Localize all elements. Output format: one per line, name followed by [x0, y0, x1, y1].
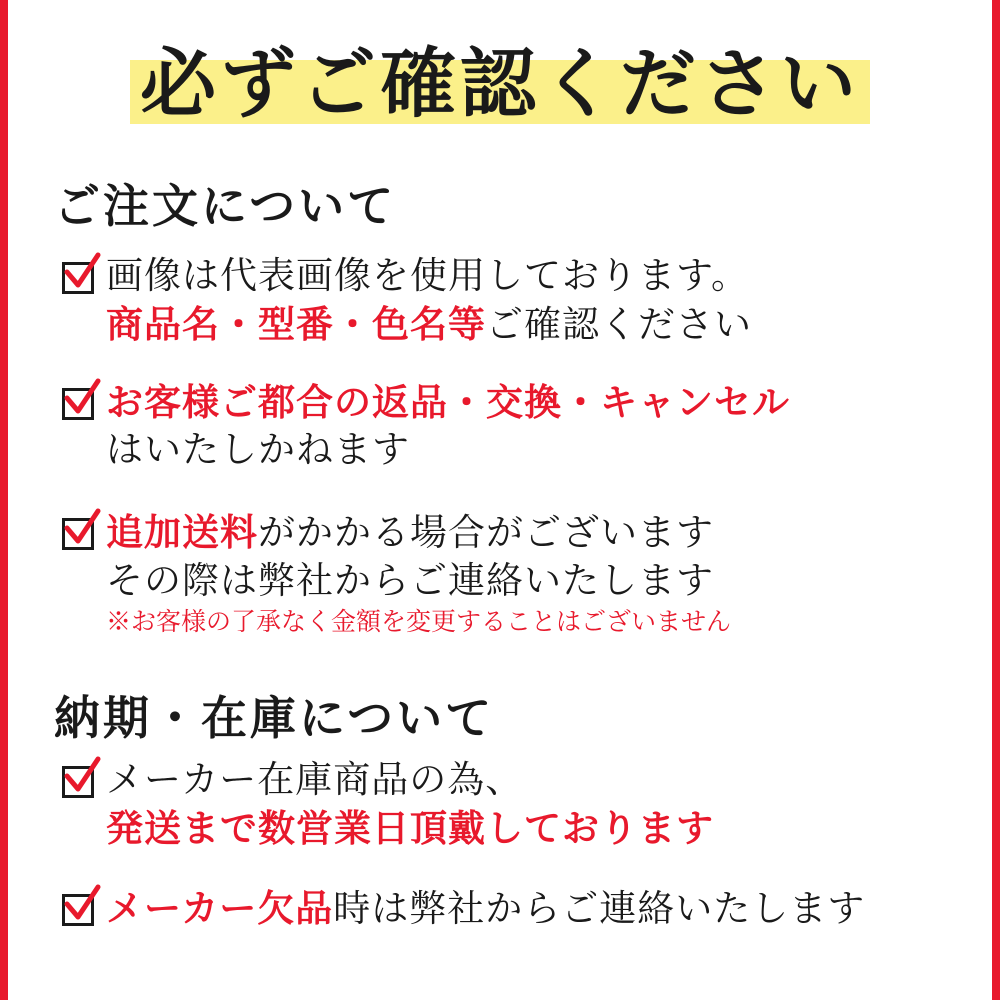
list-item: [60, 508, 954, 639]
list-item: [60, 756, 954, 852]
list-item-text: [106, 756, 954, 852]
text-line: [106, 884, 954, 933]
list-item: [60, 378, 954, 474]
text-line: [106, 508, 954, 557]
list-item-text: [106, 252, 954, 349]
checkbox-checked-icon: [60, 514, 100, 554]
list-item: [60, 252, 954, 349]
text-line: 画像は代表画像を使用しております。: [106, 254, 750, 297]
footnote: ※お客様の了承なく金額を変更することはございません: [106, 607, 732, 636]
checkbox-checked-icon: [60, 258, 100, 298]
text-normal: ご確認ください: [486, 303, 752, 346]
list-item-text: [106, 378, 954, 474]
text-line: その際は弊社からご連絡いたします: [106, 559, 714, 602]
checkbox-checked-icon: [60, 384, 100, 424]
text-emphasis: 追加送料: [106, 510, 258, 554]
section-heading-delivery: 納期・在庫について: [54, 691, 495, 745]
section-heading-orders: ご注文について: [54, 179, 397, 233]
title-text: 必ずご確認ください: [140, 39, 860, 128]
text-line: お客様ご都合の返品・交換・キャンセル: [106, 380, 790, 424]
checkbox-checked-icon: [60, 762, 100, 802]
checkbox-checked-icon: [60, 890, 100, 930]
list-item-text: [106, 884, 954, 933]
list-item: [60, 884, 954, 933]
page-inner: [16, 0, 984, 1000]
text-emphasis: メーカー欠品: [106, 886, 334, 930]
text-emphasis: 商品名・型番・色名等: [106, 302, 486, 346]
text-line: はいたしかねます: [106, 428, 410, 471]
text-normal: 時は弊社からご連絡いたします: [333, 887, 866, 930]
text-line: 発送まで数営業日頂戴しております: [106, 806, 714, 850]
list-item-text: [106, 508, 954, 639]
page-title: [16, 34, 984, 144]
text-line: [106, 300, 954, 349]
text-line: メーカー在庫商品の為、: [106, 758, 524, 801]
text-normal: がかかる場合がございます: [258, 511, 714, 554]
